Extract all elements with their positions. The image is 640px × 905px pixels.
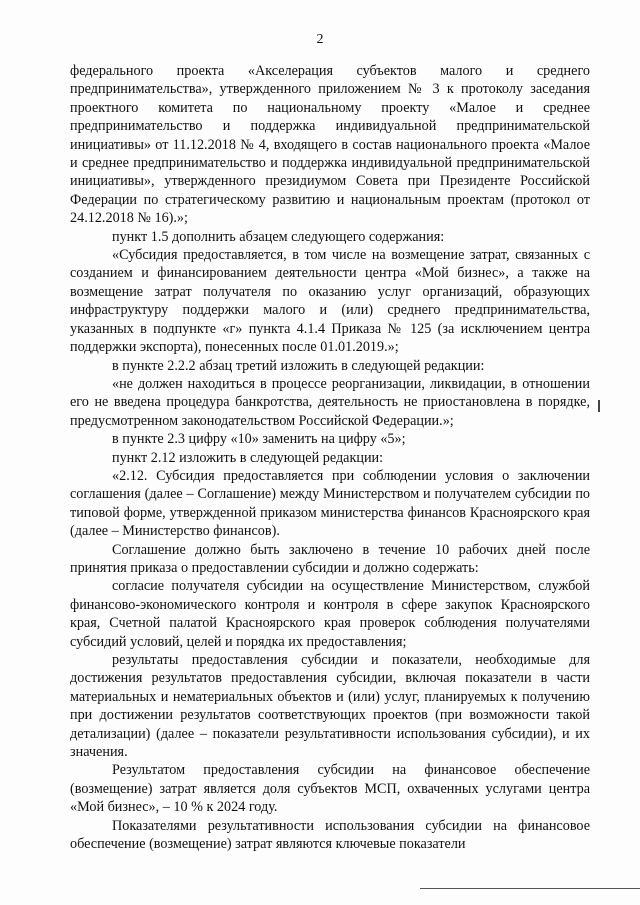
paragraph-amendment-2-12: пункт 2.12 изложить в следующей редакции: (112, 449, 384, 466)
document-body (70, 62, 590, 853)
paragraph-continuation: федерального проекта «Акселерация субъектов малого и среднего предпринимательства», утвержденного приложением № 3 к протоколу заседания проектного комитета по национальному проекту «Малое и среднее предпринимательство и поддержка индивидуальной предпринимательской инициативы» от 11.12.2018 № 4, входящего в состав национального проекта «Малое и среднее предпринимательство и поддержка индивидуальной предпринимательской инициативы», утвержденного президиумом Совета при Президенте Российской Федерации по стратегическому развитию и национальным проектам (протокол от 24.12.2018 № 16).»; (70, 63, 590, 227)
scan-edge-line (420, 888, 640, 889)
paragraph-result-share: Результатом предоставления субсидии на финансовое обеспечение (возмещение) затрат является доля субъектов МСП, охваченных услугами центра «Мой бизнес», – 10 % к 2024 году. (70, 762, 590, 816)
page-number: 2 (316, 32, 324, 47)
paragraph-2-12-text: «2.12. Субсидия предоставляется при соблюдении условия о заключении соглашения (далее – Соглашение) между Министерством и получателем субсидии по типовой форме, утвержденной приказом министерства финансов Красноярского края (далее – Министерство финансов). (70, 467, 590, 540)
paragraph-amendment-1-5: пункт 1.5 дополнить абзацем следующего содержания: (112, 228, 445, 245)
paragraph-consent: согласие получателя субсидии на осуществление Министерством, службой финансово-экономического контроля и контроля в сфере закупок Красноярского края, Счетной палатой Красноярского края проверок соблюдения получателями субсидий условий, целей и порядка их предоставления; (70, 578, 590, 650)
paragraph-results: результаты предоставления субсидии и показатели, необходимые для достижения результатов предоставления субсидии, включая показатели в части материальных и нематериальных объектов и (или) услуг, планируемых к получению при достижении результатов соответствующих проектов (при возможности такой детализации) (далее – показатели результативности использования субсидии), и их значения. (70, 652, 590, 761)
paragraph-amendment-2-2-2: в пункте 2.2.2 абзац третий изложить в следующей редакции: (112, 357, 485, 374)
paragraph-amendment-2-3: в пункте 2.3 цифру «10» заменить на цифру «5»; (112, 431, 406, 448)
scan-mark (598, 400, 600, 412)
paragraph-agreement-term: Соглашение должно быть заключено в течение 10 рабочих дней после принятия приказа о предоставлении субсидии и должно содержать: (70, 541, 590, 576)
paragraph-subsidy-purpose: «Субсидия предоставляется, в том числе на возмещение затрат, связанных с созданием и финансированием деятельности центра «Мой бизнес», а также на возмещение затрат получателя по оказанию услуг организаций, образующих инфраструктуру поддержки малого и (или) среднего предпринимательства, указанных в подпункте «г» пункта 4.1.4 Приказа № 125 (за исключением центра поддержки экспорта), понесенных после 01.01.2019.»; (70, 247, 590, 356)
paragraph-reorganization: «не должен находиться в процессе реорганизации, ликвидации, в отношении его не введена процедура банкротства, деятельность не приостановлена в порядке, предусмотренном законодательством Российской Федерации.»; (70, 375, 590, 429)
paragraph-indicators: Показателями результативности использования субсидии на финансовое обеспечение (возмещение) затрат являются ключевые показатели (70, 817, 590, 853)
